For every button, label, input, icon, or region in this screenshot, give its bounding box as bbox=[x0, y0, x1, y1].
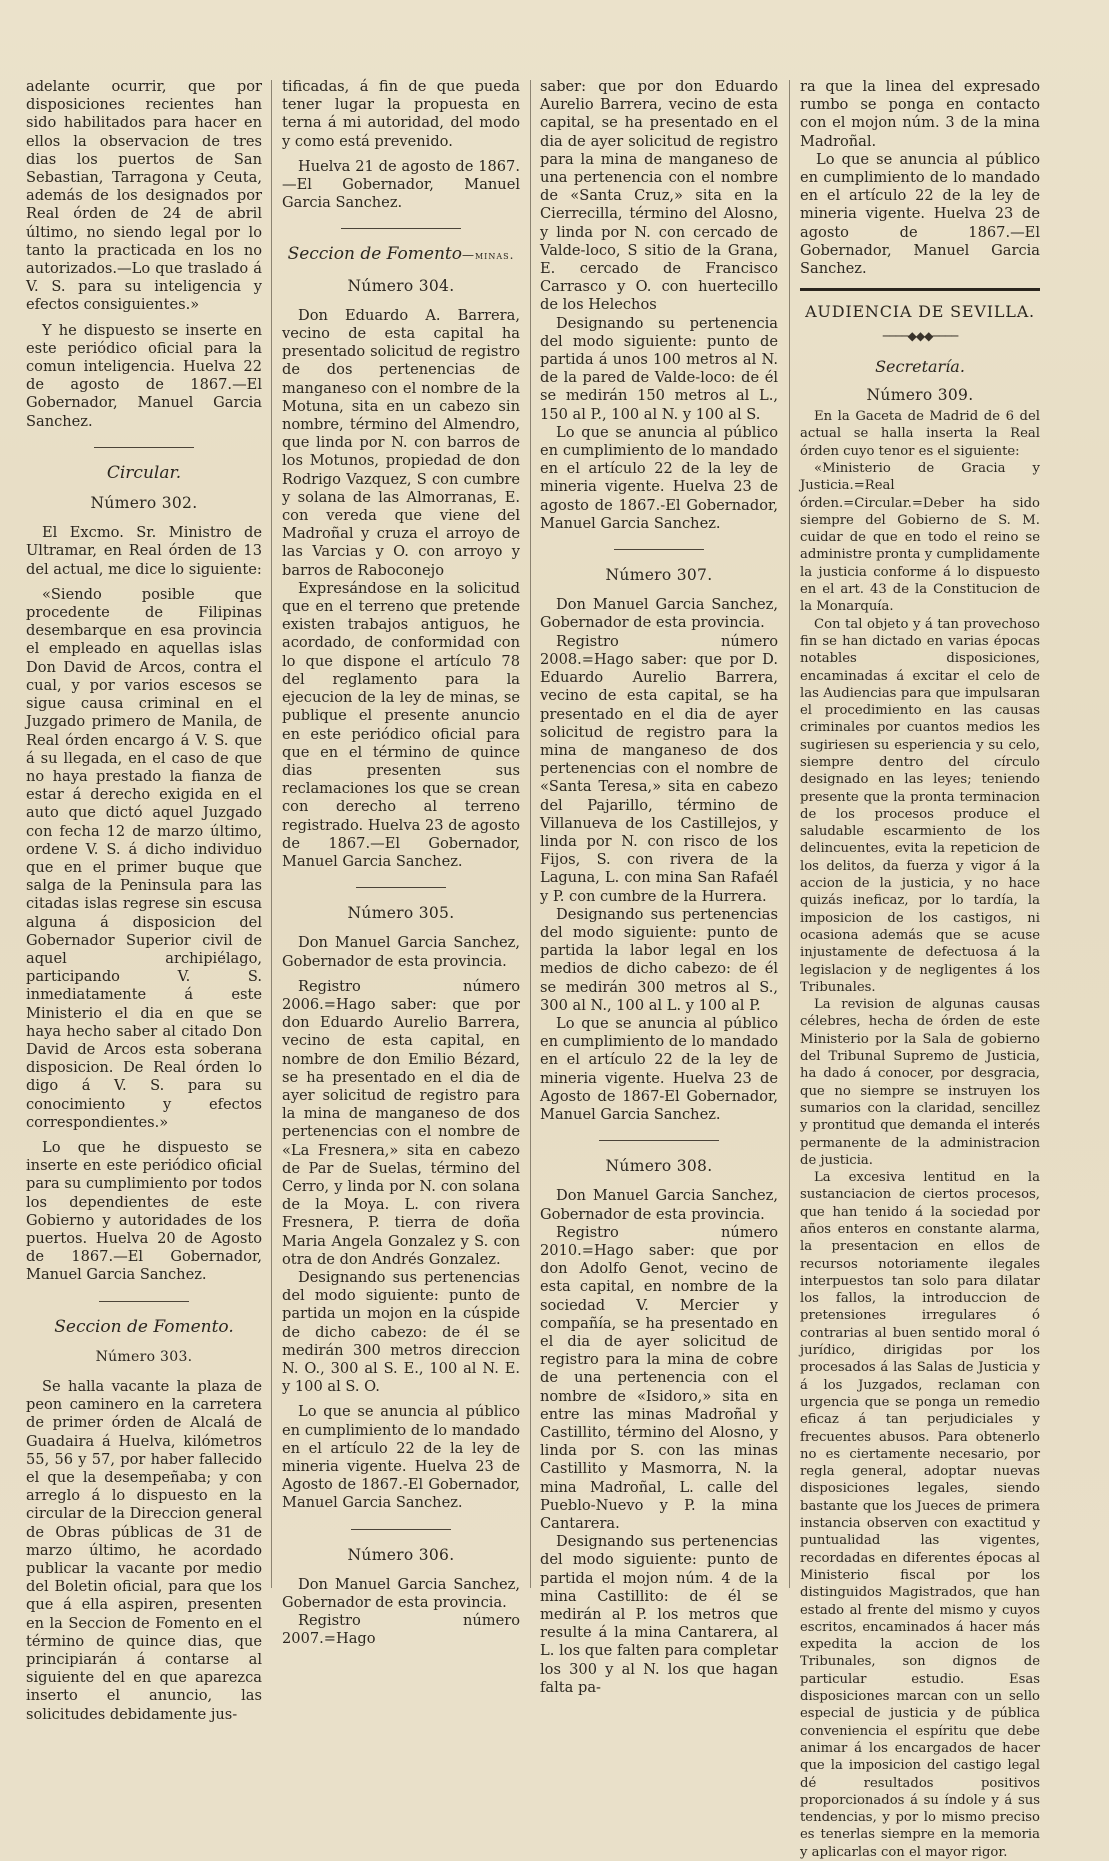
section-number-heading: Número 308. bbox=[605, 1157, 713, 1176]
separator-rule bbox=[351, 1529, 451, 1530]
paragraph: saber: que por don Eduardo Aurelio Barrera, vecino de esta capital, se ha presentado en el dia de ayer solicitud de registro para la mina de manganeso de una pertenencia con el nombre de «Santa Cruz,» sita en la Cierrecilla, término del Alosno, y linda por N. con cercado de Valde-loco, S sitio de la Grana, E. cercado de Francisco Carrasco y O. con huertecillo de los Helechos bbox=[540, 78, 778, 314]
column-1 bbox=[26, 78, 262, 1723]
separator-rule bbox=[599, 1140, 719, 1141]
section-number-heading: Número 309. bbox=[866, 385, 974, 404]
paragraph: El Excmo. Sr. Ministro de Ultramar, en Real órden de 13 del actual, me dice lo siguiente: bbox=[26, 524, 262, 578]
fomento-title: Seccion de Fomento bbox=[287, 244, 462, 265]
audiencia-heading: AUDIENCIA DE SEVILLA. bbox=[805, 302, 1035, 322]
column-3 bbox=[540, 78, 778, 1696]
paragraph: Huelva 21 de agosto de 1867.—El Gobernador, Manuel Garcia Sanchez. bbox=[282, 157, 520, 212]
fomento-subtitle: —minas. bbox=[461, 248, 515, 263]
paragraph: Designando sus pertenencias del modo siguiente: punto de partida la labor legal en los medios de dicho cabezo: de él se medirán 300 metros al S., 300 al N., 100 al L. y 100 al P. bbox=[540, 905, 778, 1014]
thick-separator-rule bbox=[800, 288, 1040, 291]
column-4 bbox=[800, 78, 1040, 1860]
ornament-rule: ────◆◆◆──── bbox=[882, 329, 958, 344]
paragraph: Lo que se anuncia al público en cumplimiento de lo mandado en el artículo 22 de la ley de mineria vigente. Huelva 23 de Agosto de 1867-El Gobernador, Manuel Garcia Sanchez. bbox=[540, 1014, 778, 1123]
section-number-heading: Número 306. bbox=[347, 1545, 455, 1564]
paragraph: Con tal objeto y á tan provechoso fin se han dictado en varias épocas notables disposiciones, encaminadas á excitar el celo de las Audiencias para que impulsaran el procedimiento en las causas criminales por cuantos medios les sugiriesen su esperiencia y su celo, siempre dentro del círculo designado en las leyes; teniendo presente que la pronta terminacion de los procesos produce el saludable escarmiento de los delincuentes, evita la repeticion de los delitos, da fuerza y vigor á la accion de la justicia, y no hace quizás ineficaz, por lo tardía, la imposicion de los castigos, ni ocasiona además que se acuse injustamente de defectuosa á la legislacion y de negligentes á los Tribunales. bbox=[800, 616, 1040, 995]
paragraph: La revision de algunas causas célebres, hecha de órden de este Ministerio por la Sala de gobierno del Tribunal Supremo de Justicia, ha dado á conocer, por desgracia, que no siempre se instruyen los sumarios con la claridad, sencillez y prontitud que demanda el interés permanente de la administracion de justicia. bbox=[800, 997, 1040, 1168]
paragraph: Y he dispuesto se inserte en este periódico oficial para la comun inteligencia. Huelva 22 de agosto de 1867.—El Gobernador, Manuel Garcia Sanchez. bbox=[26, 321, 262, 430]
audiencia-body bbox=[800, 408, 1040, 1861]
section-number-heading: Número 304. bbox=[347, 276, 455, 295]
signature-line: Don Manuel Garcia Sanchez, Gobernador de esta provincia. bbox=[540, 1187, 778, 1223]
paragraph: En la Gaceta de Madrid de 6 del actual se halla inserta la Real órden cuyo tenor es el siguiente: bbox=[800, 409, 1040, 459]
paragraph: Lo que he dispuesto se inserte en este periódico oficial para su cumplimiento por todos los dependientes de este Gobierno y autoridades de los puertos. Huelva 20 de Agosto de 1867.—El Gobernador, Manuel Garcia Sanchez. bbox=[26, 1138, 262, 1284]
paragraph: Designando su pertenencia del modo siguiente: punto de partida á unos 100 metros al N. de la pared de Valde-loco: de él se medirán 150 metros al L., 150 al P., 100 al N. y 100 al S. bbox=[540, 314, 778, 423]
section-number-heading: Número 303. bbox=[95, 1348, 193, 1365]
paragraph: Registro número 2007.=Hago bbox=[282, 1612, 520, 1648]
fomento-heading: Seccion de Fomento. bbox=[54, 1316, 234, 1337]
signature-line: Don Manuel Garcia Sanchez, Gobernador de esta provincia. bbox=[282, 1575, 520, 1612]
paragraph: «Ministerio de Gracia y Justicia.=Real órden.=Circular.=Deber ha sido siempre del Gobierno de S. M. cuidar de que en todo el reino se administre pronta y cumplidamente la justicia conforme á lo dispuesto en el art. 43 de la Constitucion de la Monarquía. bbox=[800, 460, 1040, 615]
column-2 bbox=[282, 78, 520, 1648]
circular-heading: Circular. bbox=[106, 462, 182, 483]
paragraph: tificadas, á fin de que pueda tener lugar la propuesta en terna á mi autoridad, del modo y como está prevenido. bbox=[282, 78, 520, 150]
column-divider bbox=[530, 80, 531, 1588]
section-number-heading: Número 307. bbox=[605, 566, 713, 585]
section-number-heading: Número 305. bbox=[347, 904, 455, 923]
separator-rule bbox=[94, 447, 194, 448]
paragraph: «Siendo posible que procedente de Filipinas desembarque en esa provincia el empleado en aquellas islas Don David de Arcos, contra el cual, y por varios escesos se sigue causa criminal en el Juzgado primero de Manila, de Real órden encargo á V. S. que á su llegada, en el caso de que no haya prestado la fianza de estar á derecho exigida en el auto que dictó aquel Juzgado con fecha 12 de marzo último, ordene V. S. á dicho individuo que en el primer buque que salga de la Peninsula para las citadas islas regrese sin escusa alguna á disposicion del Gobernador Superior civil de aquel archipiélago, participando V. S. inmediatamente á este Ministerio el dia en que se haya hecho saber al citado Don David de Arcos esta soberana disposicion. De Real órden lo digo á V. S. para su conocimiento y efectos correspondientes.» bbox=[26, 585, 262, 1131]
paragraph: Se halla vacante la plaza de peon caminero en la carretera de primer órden de Alcalá de Guadaira á Huelva, kilómetros 55, 56 y 57, por haber fallecido el que la desempeñaba; y con arreglo á lo dispuesto en la circular de la Direccion general de Obras públicas de 31 de marzo último, he acordado publicar la vacante por medio del Boletin oficial, para que los que á ella aspiren, presenten en la Seccion de Fomento en el término de quince dias, que principiarán á contarse al siguiente del en que aparezca inserto el anuncio, las solicitudes debidamente jus- bbox=[26, 1378, 262, 1723]
separator-rule bbox=[99, 1301, 189, 1302]
secretaria-heading: Secretaría. bbox=[875, 356, 965, 376]
paragraph: adelante ocurrir, que por disposiciones recientes han sido habilitados para hacer en ellos la observacion de tres dias los puertos de San Sebastian, Tarragona y Ceuta, además de los designados por Real órden de 24 de abril último, no siendo legal por lo tanto la practicada en los no autorizados.—Lo que traslado á V. S. para su inteligencia y efectos consiguientes.» bbox=[26, 78, 262, 314]
column-divider bbox=[789, 80, 790, 1588]
paragraph: La excesiva lentitud en la sustanciacion de ciertos procesos, que han tenido á la sociedad por años enteros en constante alarma, la presentacion en ellos de recursos notoriamente ilegales interpuestos tan solo para dilatar los fallos, la introduccion de pretensiones irregulares ó contrarias al buen sentido moral ó jurídico, dirigidas por los procesados á las Salas de Justicia y á los Juzgados, reclaman con urgencia que se ponga un remedio eficaz á tan perjudiciales y frecuentes abusos. Para obtenerlo no es ciertamente necesario, por regla general, adoptar nuevas disposiciones legales, siendo bastante que los Jueces de primera instancia observen con exactitud y puntualidad las vigentes, recordadas en diferentes épocas al Ministerio fiscal por los distinguidos Magistrados, que han estado al frente del mismo y cuyos escritos, encaminados á hacer más expedita la accion de los Tribunales, son dignos de particular estudio. Esas disposiciones marcan con un sello especial de justicia y de pública conveniencia el espíritu que debe animar á los encargados de hacer que la imposicion del castigo legal dé resultados positivos proporcionados á su índole y á sus tendencias, y por lo mismo preciso es tenerlas siempre en la memoria y aplicarlas con el mayor rigor. bbox=[800, 1170, 1040, 1860]
fomento-minas-heading bbox=[282, 245, 520, 264]
paragraph: ra que la linea del expresado rumbo se ponga en contacto con el mojon núm. 3 de la mina Madroñal. bbox=[800, 78, 1040, 150]
separator-rule bbox=[614, 549, 704, 550]
signature-line: Don Manuel Garcia Sanchez, Gobernador de esta provincia. bbox=[282, 934, 520, 970]
paragraph: Registro número 2010.=Hago saber: que por don Adolfo Genot, vecino de esta capital, en nombre de la sociedad V. Mercier y compañía, se ha presentado en el dia de ayer solicitud de registro para la mina de cobre de una pertenencia con el nombre de «Isidoro,» sita en entre las minas Madroñal y Castillito, término del Alosno, y linda por S. con las minas Castillito y Masmorra, N. la mina Madroñal, L. calle del Pueblo-Nuevo y P. la mina Cantarera. bbox=[540, 1223, 778, 1533]
section-number-heading: Número 302. bbox=[90, 494, 198, 513]
paragraph: Don Eduardo A. Barrera, vecino de esta capital ha presentado solicitud de registro de dos pertenencias de manganeso con el nombre de la Motuna, sita en un cabezo sin nombre, término del Almendro, que linda por N. con barros de los Motunos, propiedad de don Rodrigo Vazquez, S con cumbre y solana de las Almorranas, E. con vereda que viene del Madroñal y cruza el arroyo de las Varcias y O. con arroyo y barros de Raboconejo bbox=[282, 306, 520, 579]
paragraph: Expresándose en la solicitud que en el terreno que pretende existen trabajos antiguos, he acordado, de conformidad con lo que dispone el artículo 78 del reglamento para la ejecucion de la ley de minas, se publique el presente anuncio en este periódico oficial para que en el término de quince dias presenten sus reclamaciones los que se crean con derecho al terreno registrado. Huelva 23 de agosto de 1867.—El Gobernador, Manuel Garcia Sanchez. bbox=[282, 579, 520, 870]
column-divider bbox=[271, 80, 272, 1588]
separator-rule bbox=[356, 887, 446, 888]
paragraph: Designando sus pertenencias del modo siguiente: punto de partida el mojon núm. 4 de la mina Castillito: de él se medirán al P. los metros que resulte á la mina Cantarera, al L. los que falten para completar los 300 y al N. los que hagan falta pa- bbox=[540, 1533, 778, 1696]
paragraph: Lo que se anuncia al público en cumplimiento de lo mandado en el artículo 22 de la ley de mineria vigente. Huelva 23 de agosto de 1867.-El Gobernador, Manuel Garcia Sanchez. bbox=[540, 423, 778, 532]
paragraph: Lo que se anuncia al público en cumplimiento de lo mandado en el artículo 22 de la ley de mineria vigente. Huelva 23 de agosto de 1867.—El Gobernador, Manuel Garcia Sanchez. bbox=[800, 150, 1040, 278]
separator-rule bbox=[341, 228, 461, 229]
signature-line: Don Manuel Garcia Sanchez, Gobernador de esta provincia. bbox=[540, 596, 778, 632]
paragraph: Registro número 2006.=Hago saber: que por don Eduardo Aurelio Barrera, vecino de esta capital, en nombre de don Emilio Bézard, se ha presentado en el dia de ayer solicitud de registro para la mina de manganeso de dos pertenencias con el nombre de «La Fresnera,» sita en cabezo de Par de Suelas, término del Cerro, y linda por N. con solana de la Moya. L. con rivera Fresnera, P. tierra de doña Maria Angela Gonzalez y S. con otra de don Andrés Gonzalez. bbox=[282, 977, 520, 1268]
paragraph: Lo que se anuncia al público en cumplimiento de lo mandado en el artículo 22 de la ley de mineria vigente. Huelva 23 de Agosto de 1867.-El Gobernador, Manuel Garcia Sanchez. bbox=[282, 1403, 520, 1512]
paragraph: Registro número 2008.=Hago saber: que por D. Eduardo Aurelio Barrera, vecino de esta capital, se ha presentado en el dia de ayer solicitud de registro para la mina de manganeso de dos pertenencias con el nombre de «Santa Teresa,» sita en cabezo del Pajarillo, término de Villanueva de los Castillejos, y linda por N. con risco de los Fijos, S. con rivera de la Laguna, L. con mina San Rafaél y P. con cumbre de la Hurrera. bbox=[540, 632, 778, 905]
paragraph: Designando sus pertenencias del modo siguiente: punto de partida un mojon en la cúspide de dicho cabezo: de él se medirán 300 metros direccion N. O., 300 al S. E., 100 al N. E. y 100 al S. O. bbox=[282, 1268, 520, 1396]
